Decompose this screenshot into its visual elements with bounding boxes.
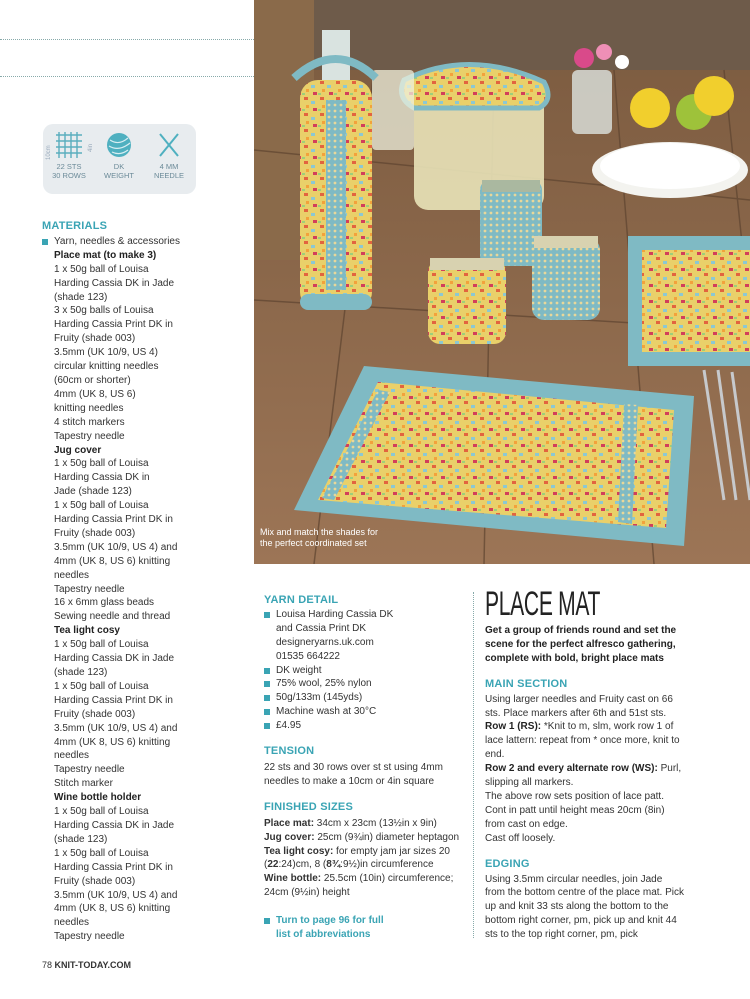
materials-line: 3.5mm (UK 10/9, US 4) — [54, 347, 158, 359]
gauge-grid-icon — [56, 132, 82, 158]
materials-line: knitting needles — [54, 402, 124, 414]
materials-intro: Yarn, needles & accessories — [42, 235, 252, 249]
row-2: Row 2 and every alternate row (WS): Purl, slipping all markers. — [485, 763, 682, 789]
materials-line: Tapestry needle — [54, 764, 125, 776]
gauge-stitches: 22 STS — [56, 162, 82, 171]
bullet-icon — [264, 918, 270, 924]
size-place-mat: Place mat: 34cm x 23cm (13½in x 9in) — [264, 817, 437, 829]
bullet-icon — [264, 695, 270, 701]
weight-spec — [97, 132, 141, 180]
yarn-ball-icon — [106, 132, 132, 158]
materials-line: 4 stitch markers — [54, 416, 125, 428]
gauge-top-label: 4in — [88, 143, 94, 152]
gauge-spec — [46, 132, 94, 180]
materials-line: 3 x 50g balls of Louisa — [54, 305, 154, 317]
spec-box — [43, 124, 196, 194]
materials-line: Harding Cassia DK in Jade — [54, 653, 175, 665]
materials-line: 4mm (UK 8, US 6) knitting — [54, 736, 171, 748]
materials-line: (shade 123) — [54, 667, 108, 678]
materials-line: (shade 123) — [54, 291, 108, 303]
main-paragraph: Using larger needles and Fruity cast on 66 sts. Place markers after 6th and 51st sts. — [485, 693, 673, 719]
materials-line: Stitch marker — [54, 778, 113, 790]
finished-sizes-heading: FINISHED SIZES — [264, 800, 353, 813]
materials-line: needles — [54, 917, 90, 929]
materials-list — [42, 249, 252, 944]
page-number: 78 — [42, 960, 53, 970]
materials-line: 4mm (UK 8, US 6) knitting — [54, 555, 171, 567]
yarn-detail-heading: YARN DETAIL — [264, 594, 339, 606]
materials-line: Tapestry needle — [54, 931, 125, 943]
bullet-icon — [264, 681, 270, 687]
materials-line: 3.5mm (UK 10/9, US 4) and — [54, 889, 178, 901]
materials-section — [42, 220, 252, 944]
materials-line: Fruity (shade 003) — [54, 527, 136, 539]
site-name: KNIT-TODAY.COM — [54, 960, 132, 970]
yarn-detail-item: 50g/133m (145yds) — [264, 691, 464, 705]
table-scene-image — [254, 0, 750, 564]
yarn-detail-list — [264, 608, 464, 733]
main-section-heading: MAIN SECTION — [485, 677, 568, 690]
materials-line: Fruity (shade 003) — [54, 333, 136, 345]
divider — [0, 76, 254, 77]
size-tea-light: Tea light cosy: for empty jam jar sizes 20 (22:24)cm, 8 (8¾:9½)in circumference — [264, 845, 450, 871]
materials-line: 3.5mm (UK 10/9, US 4) and — [54, 541, 178, 553]
tension-text: 22 sts and 30 rows over st st using 4mm needles to make a 10cm or 4in square — [264, 761, 443, 787]
edging-heading: EDGING — [485, 857, 530, 870]
materials-line: 1 x 50g ball of Louisa — [54, 680, 149, 692]
materials-line: Harding Cassia DK in Jade — [54, 819, 175, 831]
materials-line: Harding Cassia Print DK in — [54, 861, 173, 873]
product-photo — [254, 0, 750, 564]
materials-group-title: Tea light cosy — [54, 625, 120, 637]
main-paragraph: Cont in patt until height meas 20cm (8in) from cast on edge. — [485, 804, 665, 830]
pattern-column — [485, 586, 685, 942]
needle-label: NEEDLE — [153, 171, 184, 180]
materials-group-title: Place mat (to make 3) — [54, 249, 157, 261]
yarn-detail-item: DK weight — [264, 664, 464, 678]
materials-line: circular knitting needles — [54, 361, 159, 373]
main-paragraph: The above row sets position of lace patt. — [485, 790, 664, 802]
materials-line: needles — [54, 569, 90, 581]
materials-line: Sewing needle and thread — [54, 611, 171, 623]
materials-line: Jade (shade 123) — [54, 486, 132, 498]
yarn-detail-item: 75% wool, 25% nylon — [264, 677, 464, 691]
materials-line: needles — [54, 750, 90, 762]
materials-line: 1 x 50g ball of Louisa — [54, 806, 149, 818]
materials-line: 3.5mm (UK 10/9, US 4) and — [54, 722, 178, 734]
edging-paragraph: Using 3.5mm circular needles, join Jade from the bottom centre of the place mat. Pick up and knit 33 sts along the bottom to the bottom right corner, pm, pick up and knit 44 sts to the top right corner, pm, pick — [485, 873, 684, 941]
bullet-icon — [264, 612, 270, 618]
materials-line: (60cm or shorter) — [54, 374, 131, 386]
materials-line: 1 x 50g ball of Louisa — [54, 500, 149, 512]
materials-line: Harding Cassia Print DK in — [54, 319, 173, 331]
materials-line: Tapestry needle — [54, 583, 125, 595]
materials-line: Harding Cassia Print DK in — [54, 694, 173, 706]
materials-line: (shade 123) — [54, 833, 108, 845]
materials-line: 1 x 50g ball of Louisa — [54, 847, 149, 859]
materials-line: 16 x 6mm glass beads — [54, 597, 155, 609]
page-title: PLACE MAT — [485, 585, 601, 623]
abbreviations-link[interactable]: Turn to page 96 for full list of abbreviations — [264, 914, 464, 942]
main-paragraph: Cast off loosely. — [485, 832, 556, 844]
materials-line: Fruity (shade 003) — [54, 708, 136, 720]
materials-heading: MATERIALS — [42, 220, 108, 232]
column-divider — [473, 592, 474, 938]
photo-caption: Mix and match the shades for the perfect coordinated set — [260, 527, 379, 548]
materials-line: 4mm (UK 8, US 6) knitting — [54, 903, 171, 915]
bullet-icon — [42, 239, 48, 245]
materials-group-title: Jug cover — [54, 444, 102, 456]
materials-line: Harding Cassia Print DK in — [54, 514, 173, 526]
materials-line: 1 x 50g ball of Louisa — [54, 263, 149, 275]
size-wine-bottle: Wine bottle: 25.5cm (10in) circumference; 24cm (9½in) height — [264, 873, 454, 899]
bullet-icon — [264, 668, 270, 674]
weight-label: WEIGHT — [104, 171, 134, 180]
divider — [0, 39, 254, 40]
weight-value: DK — [113, 162, 125, 171]
details-column — [264, 594, 464, 942]
gauge-rows: 30 ROWS — [52, 171, 86, 180]
materials-line: Harding Cassia DK in — [54, 472, 150, 484]
row-1: Row 1 (RS): *Knit to m, slm, work row 1 of lace lattern: repeat from * once more, knit to end. — [485, 721, 680, 761]
footer — [42, 960, 131, 970]
yarn-detail-item: Louisa Harding Cassia DK and Cassia Print DK designeryarns.uk.com 01535 664222 — [264, 608, 464, 664]
materials-line: Harding Cassia DK in Jade — [54, 277, 175, 289]
yarn-detail-item: £4.95 — [264, 719, 464, 733]
needle-spec — [147, 132, 191, 180]
needles-icon — [156, 132, 182, 158]
materials-line: Fruity (shade 003) — [54, 875, 136, 887]
gauge-side-label: 10cm — [46, 145, 52, 160]
needle-value: 4 MM — [159, 162, 179, 171]
materials-line: Tapestry needle — [54, 430, 125, 442]
pattern-intro: Get a group of friends round and set the scene for the perfect alfresco gathering, complete with bold, bright place mats — [485, 625, 677, 664]
materials-line: 1 x 50g ball of Louisa — [54, 639, 149, 651]
materials-group-title: Wine bottle holder — [54, 792, 142, 804]
tension-heading: TENSION — [264, 745, 315, 758]
materials-line: 4mm (UK 8, US 6) — [54, 388, 136, 400]
left-column — [0, 0, 254, 999]
yarn-detail-item: Machine wash at 30°C — [264, 705, 464, 719]
materials-line: 1 x 50g ball of Louisa — [54, 458, 149, 470]
bullet-icon — [264, 723, 270, 729]
bullet-icon — [264, 709, 270, 715]
size-jug-cover: Jug cover: 25cm (9¾in) diameter heptagon — [264, 831, 460, 843]
